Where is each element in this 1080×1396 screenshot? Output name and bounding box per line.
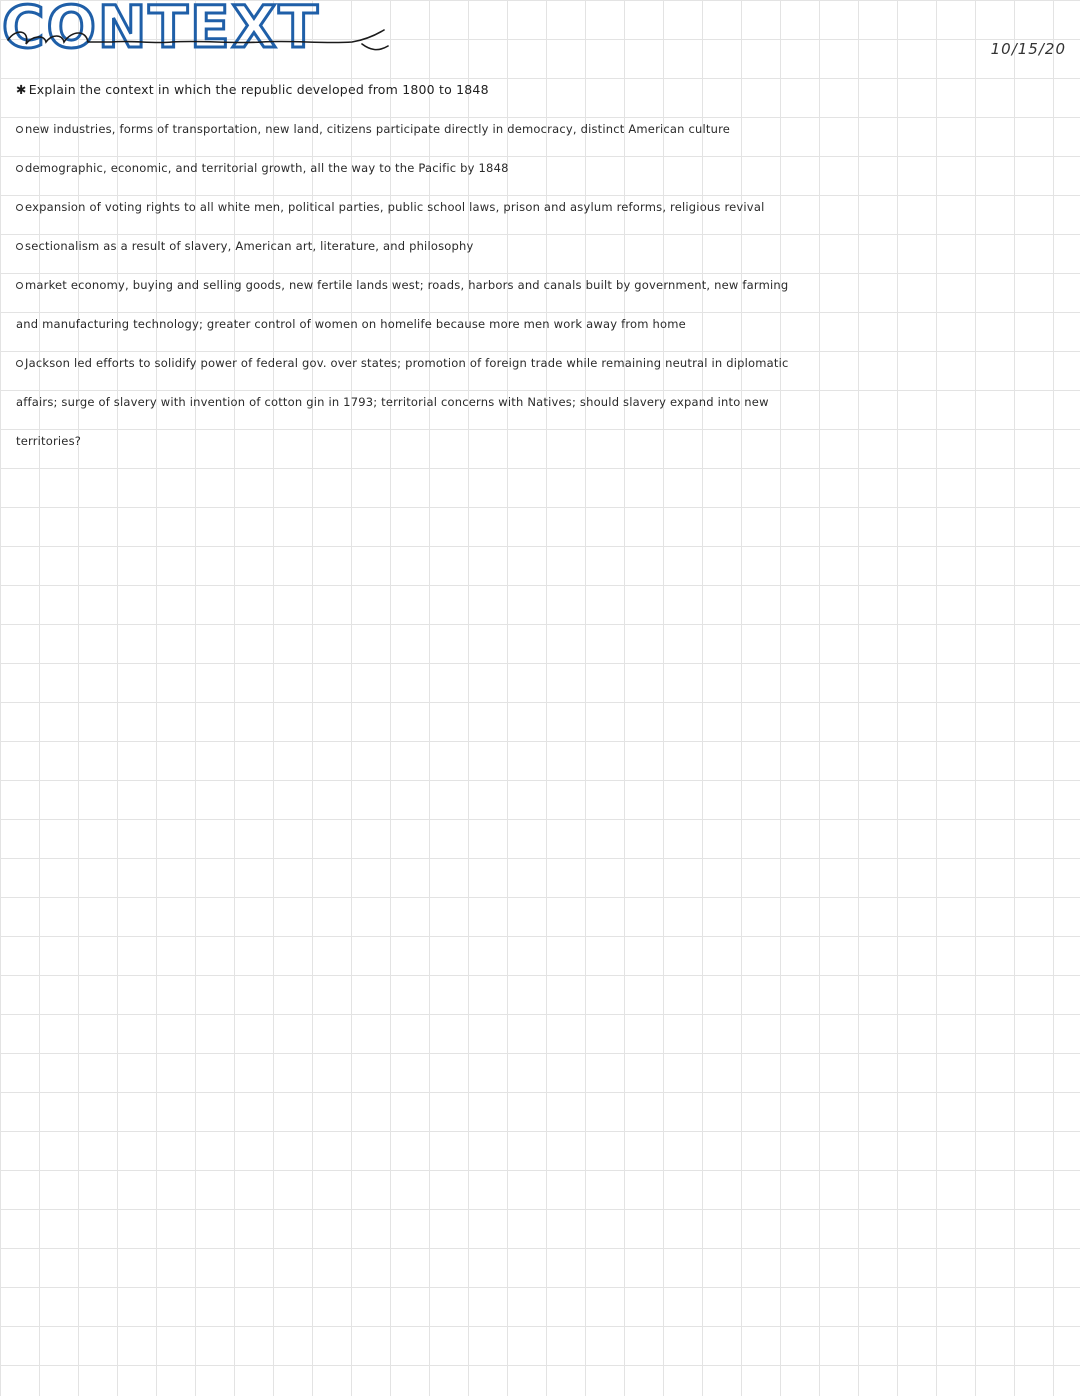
note-text: demographic, economic, and territorial growth, all the way to the Pacific by 1848: [25, 161, 509, 175]
list-item: [16, 122, 730, 136]
bullet-icon: [16, 243, 23, 250]
star-icon: ✱: [16, 82, 27, 97]
title-scribble-decoration: [2, 0, 402, 70]
prompt-text: Explain the context in which the republic developed from 1800 to 1848: [28, 82, 489, 97]
list-item: [16, 356, 789, 370]
list-item: [16, 200, 764, 214]
bullet-icon: [16, 165, 23, 172]
bullet-icon: [16, 126, 23, 133]
note-text: Jackson led efforts to solidify power of federal gov. over states; promotion of foreign trade while remaining neutral in diplomatic: [25, 356, 789, 370]
bullet-icon: [16, 282, 23, 289]
note-text: territories?: [16, 434, 82, 448]
list-item: [16, 278, 788, 292]
list-item-continuation: [16, 395, 769, 409]
list-item: [16, 239, 474, 253]
note-date: 10/15/20: [990, 40, 1066, 58]
note-text: expansion of voting rights to all white men, political parties, public school laws, prison and asylum reforms, religious revival: [25, 200, 765, 214]
note-text: market economy, buying and selling goods, new fertile lands west; roads, harbors and canals built by government, new farming: [25, 278, 789, 292]
list-item-continuation: [16, 317, 686, 331]
note-text: new industries, forms of transportation, new land, citizens participate directly in democracy, distinct American culture: [25, 122, 731, 136]
page-title: CONTEXT: [2, 0, 320, 61]
note-text: and manufacturing technology; greater control of women on homelife because more men work away from home: [16, 317, 686, 331]
bullet-icon: [16, 360, 23, 367]
note-text: sectionalism as a result of slavery, American art, literature, and philosophy: [25, 239, 474, 253]
bullet-icon: [16, 204, 23, 211]
list-item: [16, 161, 509, 175]
title-area: [2, 0, 422, 70]
list-item-continuation: [16, 434, 81, 448]
question-prompt: [16, 82, 489, 97]
note-text: affairs; surge of slavery with invention of cotton gin in 1793; territorial concerns with Natives; should slavery expand into new: [16, 395, 769, 409]
